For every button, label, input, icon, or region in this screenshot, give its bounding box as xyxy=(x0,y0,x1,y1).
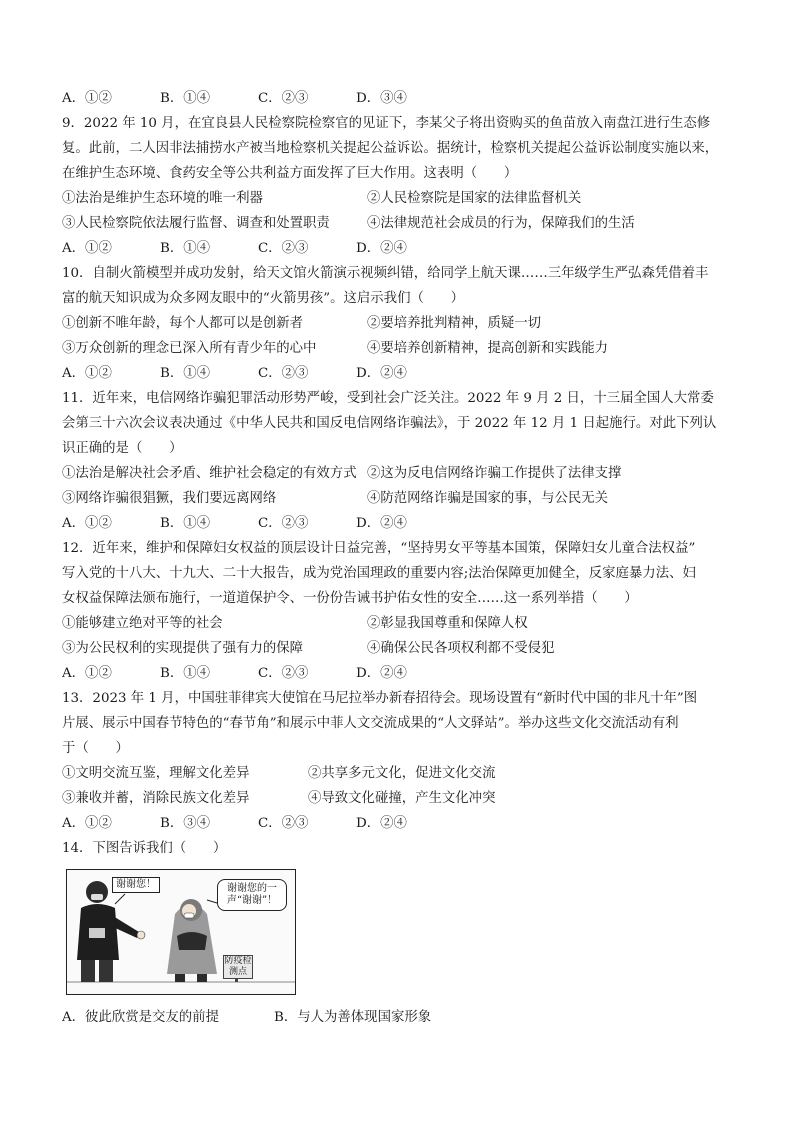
q9-choices-row-2 xyxy=(62,211,742,236)
q12-option-b[interactable]: B．①④ xyxy=(160,666,211,681)
q10-choice-2: ②要培养批判精神，质疑一切 xyxy=(367,316,542,331)
q11-options xyxy=(62,511,742,536)
q9-option-a[interactable]: A．①② xyxy=(62,241,112,256)
q13-option-d[interactable]: D．②④ xyxy=(356,816,407,831)
q11-choices-row-2 xyxy=(62,486,742,511)
q14-stem: 14．下图告诉我们（ ） xyxy=(62,841,227,856)
q9-option-b[interactable]: B．①④ xyxy=(160,241,211,256)
q9-option-c[interactable]: C．②③ xyxy=(258,241,309,256)
q8-options xyxy=(62,86,742,111)
q13-stem-line-1: 13．2023 年 1 月，中国驻菲律宾大使馆在马尼拉举办新春招待会。现场设置有“新时代中国的非凡十年”图 xyxy=(62,691,698,706)
q13-choice-1: ①文明交流互鉴，理解文化差异 xyxy=(62,766,250,781)
woman-figure xyxy=(167,899,217,982)
bubble-right-line-1: 谢谢您的一 xyxy=(227,883,277,894)
q12-option-a[interactable]: A．①② xyxy=(62,666,112,681)
q13-stem-line-3: 于（ ） xyxy=(62,741,129,756)
speech-bubble-right xyxy=(217,879,287,911)
q8-option-d[interactable]: D．③④ xyxy=(356,91,407,106)
q9-stem-line-3: 在维护生态环境、食药安全等公共利益方面发挥了巨大作用。这表明（ ） xyxy=(62,166,518,181)
q13-option-c[interactable]: C．②③ xyxy=(258,816,309,831)
q13-option-b[interactable]: B．③④ xyxy=(160,816,211,831)
question-14 xyxy=(62,836,742,1030)
q10-option-d[interactable]: D．②④ xyxy=(356,366,407,381)
q10-choice-4: ④要培养创新精神，提高创新和实践能力 xyxy=(367,341,609,356)
q11-choice-1: ①法治是解决社会矛盾、维护社会稳定的有效方式 xyxy=(62,466,357,481)
q10-stem-line-1: 10．自制火箭模型并成功发射，给天文馆火箭演示视频纠错，给同学上航天课……三年级学生严弘森凭借着丰 xyxy=(62,266,709,281)
q10-choice-1: ①创新不唯年龄，每个人都可以是创新者 xyxy=(62,316,304,331)
sign-line-1: 防疫检 xyxy=(224,956,252,966)
q9-choice-2: ②人民检察院是国家的法律监督机关 xyxy=(367,191,582,206)
q8-option-c[interactable]: C．②③ xyxy=(258,91,309,106)
speech-bubble-left xyxy=(112,877,160,893)
q13-choice-2: ②共享多元文化，促进文化交流 xyxy=(308,766,496,781)
man-figure xyxy=(77,881,145,982)
q9-choice-1: ①法治是维护生态环境的唯一利器 xyxy=(62,191,263,206)
q12-choice-4: ④确保公民各项权利都不受侵犯 xyxy=(367,641,555,656)
q12-option-c[interactable]: C．②③ xyxy=(258,666,309,681)
q10-option-b[interactable]: B．①④ xyxy=(160,366,211,381)
q13-choice-4: ④导致文化碰撞，产生文化冲突 xyxy=(308,791,496,806)
q12-option-d[interactable]: D．②④ xyxy=(356,666,407,681)
q12-choice-3: ③为公民权利的实现提供了强有力的保障 xyxy=(62,641,304,656)
q11-choice-3: ③网络诈骗很猖獗，我们要远离网络 xyxy=(62,491,277,506)
q9-choice-4: ④法律规范社会成员的行为，保障我们的生活 xyxy=(367,216,635,231)
q12-choices-row-1 xyxy=(62,611,742,636)
q10-option-c[interactable]: C．②③ xyxy=(258,366,309,381)
q8-option-a[interactable]: A．①② xyxy=(62,91,112,106)
sign-line-2: 测点 xyxy=(228,967,247,977)
q11-stem-line-1: 11．近年来，电信网络诈骗犯罪活动形势严峻，受到社会广泛关注。2022 年 9 月 2 日，十三届全国人大常委 xyxy=(62,391,714,406)
q9-options xyxy=(62,236,742,261)
question-13 xyxy=(62,686,742,836)
q9-option-d[interactable]: D．②④ xyxy=(356,241,407,256)
q13-choices-row-2 xyxy=(62,786,742,811)
q11-option-a[interactable]: A．①② xyxy=(62,516,112,531)
question-11 xyxy=(62,386,742,536)
q12-choice-1: ①能够建立绝对平等的社会 xyxy=(62,616,223,631)
q14-option-b[interactable]: B．与人为善体现国家形象 xyxy=(274,1010,432,1025)
q9-choices-row-1 xyxy=(62,186,742,211)
q13-option-a[interactable]: A．①② xyxy=(62,816,112,831)
q13-choices-row-1 xyxy=(62,761,742,786)
q9-stem-line-2: 复。此前，二人因非法捕捞水产被当地检察机关提起公益诉讼。据统计，检察机关提起公益诉讼制度实施以来， xyxy=(62,141,719,156)
question-12 xyxy=(62,536,742,686)
q12-stem-line-3: 女权益保障法颁布施行，一道道保护令、一份份告诫书护佑女性的安全……这一系列举措（ ） xyxy=(62,591,638,606)
q14-option-a[interactable]: A．彼此欣赏是交友的前提 xyxy=(62,1010,219,1025)
bubble-left-text: 谢谢您！ xyxy=(116,879,156,890)
q10-choices-row-2 xyxy=(62,336,742,361)
q8-option-b[interactable]: B．①④ xyxy=(160,91,211,106)
q13-choice-3: ③兼收并蓄，消除民族文化差异 xyxy=(62,791,250,806)
q12-options xyxy=(62,661,742,686)
q13-options xyxy=(62,811,742,836)
q12-stem-line-2: 写入党的十八大、十九大、二十大报告，成为党治国理政的重要内容;法治保障更加健全，反家庭暴力法、妇 xyxy=(62,566,696,581)
q10-choices-row-1 xyxy=(62,311,742,336)
q10-stem-line-2: 富的航天知识成为众多网友眼中的“火箭男孩”。这启示我们（ ） xyxy=(62,291,465,306)
q12-stem-line-1: 12．近年来，维护和保障妇女权益的顶层设计日益完善，“坚持男女平等基本国策，保障妇女儿童合法权益” xyxy=(62,541,696,556)
q11-choice-4: ④防范网络诈骗是国家的事，与公民无关 xyxy=(367,491,609,506)
q11-option-d[interactable]: D．②④ xyxy=(356,516,407,531)
question-9 xyxy=(62,111,742,261)
q11-option-b[interactable]: B．①④ xyxy=(160,516,211,531)
q11-choice-2: ②这为反电信网络诈骗工作提供了法律支撑 xyxy=(367,466,622,481)
q9-stem-line-1: 9．2022 年 10 月，在宜良县人民检察院检察官的见证下，李某父子将出资购买的鱼苗放入南盘江进行生态修 xyxy=(62,116,711,131)
q13-stem-line-2: 片展、展示中国春节特色的“春节角”和展示中菲人文交流成果的“人文驿站”。举办这些文化交流活动有利 xyxy=(62,716,679,731)
checkpoint-sign xyxy=(223,955,253,979)
q9-choice-3: ③人民检察院依法履行监督、调查和处置职责 xyxy=(62,216,330,231)
q14-options xyxy=(62,1005,742,1030)
q11-stem-line-2: 会第三十六次会议表决通过《中华人民共和国反电信网络诈骗法》，于 2022 年 12 月 1 日起施行。对此下列认 xyxy=(62,416,717,431)
exam-page xyxy=(62,86,742,1030)
q12-choice-2: ②彰显我国尊重和保障人权 xyxy=(367,616,528,631)
q14-cartoon xyxy=(66,869,296,995)
q12-choices-row-2 xyxy=(62,636,742,661)
question-10 xyxy=(62,261,742,386)
q10-options xyxy=(62,361,742,386)
q11-stem-line-3: 识正确的是（ ） xyxy=(62,441,183,456)
q11-option-c[interactable]: C．②③ xyxy=(258,516,309,531)
bubble-right-line-2: 声“谢谢”！ xyxy=(226,895,278,906)
q10-choice-3: ③万众创新的理念已深入所有青少年的心中 xyxy=(62,341,317,356)
q11-choices-row-1 xyxy=(62,461,742,486)
q10-option-a[interactable]: A．①② xyxy=(62,366,112,381)
